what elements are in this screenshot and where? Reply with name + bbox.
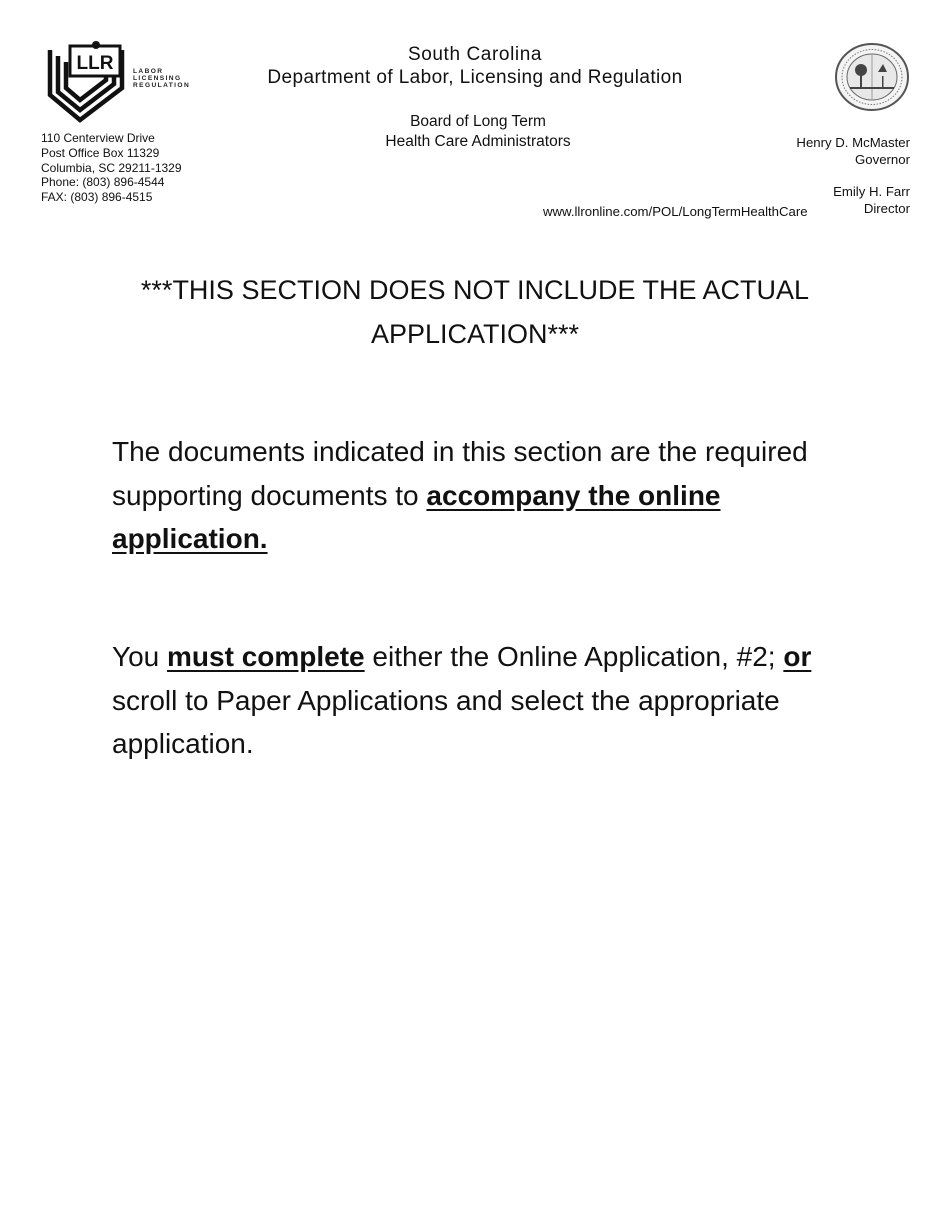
logo-line: LICENSING — [133, 75, 182, 83]
llr-logo-icon — [44, 40, 128, 124]
logo-mark: LLR — [76, 53, 114, 74]
address-block — [41, 131, 182, 205]
director-title: Director — [863, 200, 910, 216]
notice-line: ***THIS SECTION DOES NOT INCLUDE THE ACTUAL — [140, 275, 810, 305]
application-instructions-paragraph — [112, 635, 852, 766]
phone-line: Phone: (803) 896-4544 — [41, 175, 165, 190]
board-name — [328, 112, 628, 151]
director-name: Emily H. Farr — [833, 184, 910, 199]
state-name: South Carolina — [407, 44, 543, 65]
website-link[interactable]: www.llronline.com/POL/LongTermHealthCare — [543, 204, 808, 219]
address-line: Post Office Box 11329 — [41, 145, 160, 160]
address-line: 110 Centerview Drive — [41, 131, 155, 145]
paragraph-emphasis: or — [783, 641, 812, 672]
paragraph-text: You — [112, 641, 168, 672]
section-notice — [100, 268, 850, 356]
logo-line: REGULATION — [133, 82, 191, 90]
llr-logo — [44, 40, 194, 124]
officials-block — [796, 135, 910, 217]
state-seal-icon — [834, 42, 910, 112]
governor-title: Governor — [855, 151, 910, 167]
board-line: Board of Long Term — [410, 113, 546, 130]
paragraph-text: scroll to Paper Applications and select the appropriate application. — [112, 684, 780, 759]
supporting-documents-paragraph — [112, 430, 852, 561]
department-name: Department of Labor, Licensing and Regulation — [267, 67, 683, 88]
address-line: Columbia, SC 29211-1329 — [41, 160, 182, 175]
fax-line: FAX: (803) 896-4515 — [41, 190, 153, 205]
board-line: Health Care Administrators — [385, 132, 571, 150]
agency-header — [200, 43, 750, 89]
governor-name: Henry D. McMaster — [796, 135, 910, 150]
notice-line: APPLICATION*** — [370, 319, 580, 349]
logo-line: LABOR — [133, 68, 164, 75]
paragraph-emphasis: accompany the online application. — [112, 479, 721, 554]
paragraph-text: The documents indicated in this section are the required supporting documents to — [112, 436, 808, 511]
paragraph-text: either the Online Application, #2; — [364, 641, 784, 672]
logo-wordmark — [133, 68, 190, 90]
paragraph-emphasis: must complete — [167, 641, 365, 672]
